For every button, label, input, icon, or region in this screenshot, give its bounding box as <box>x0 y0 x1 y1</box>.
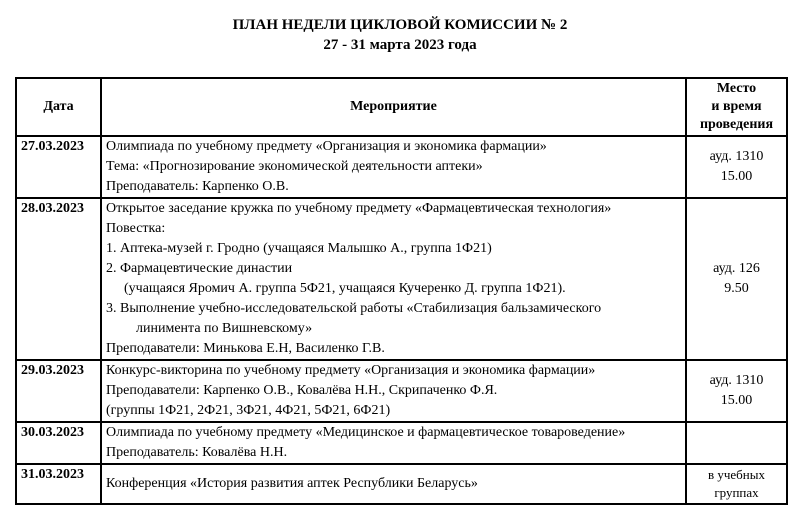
row-place <box>686 360 787 422</box>
event-line: Преподаватель: Карпенко О.В. <box>106 179 289 194</box>
place-time: группах <box>714 485 759 500</box>
document-title: ПЛАН НЕДЕЛИ ЦИКЛОВОЙ КОМИССИИ № 2 <box>232 17 568 33</box>
header-event: Мероприятие <box>101 78 686 136</box>
table-row <box>16 464 787 504</box>
event-line: Олимпиада по учебному предмету «Медицинское и фармацевтическое товароведение» <box>106 425 626 440</box>
header-place-line3: проведения <box>699 117 774 132</box>
event-line: Преподаватели: Минькова Е.Н, Василенко Г.В. <box>106 341 385 356</box>
event-line: 2. Фармацевтические династии <box>106 261 293 276</box>
event-line: Тема: «Прогнозирование экономической деятельности аптеки» <box>106 159 483 174</box>
document-dates: 27 - 31 марта 2023 года <box>323 37 477 53</box>
place-room: в учебных <box>707 467 765 482</box>
event-line: Олимпиада по учебному предмету «Организация и экономика фармации» <box>106 139 547 154</box>
event-line: Открытое заседание кружка по учебному предмету «Фармацевтическая технология» <box>106 201 612 216</box>
table-row <box>16 422 787 464</box>
place-time: 9.50 <box>724 281 749 296</box>
header-place-line1: Место <box>716 81 757 96</box>
table-header-row <box>16 78 787 136</box>
row-event <box>101 360 686 422</box>
row-place <box>686 198 787 360</box>
schedule-table <box>15 77 788 505</box>
header-date: Дата <box>16 78 101 136</box>
row-place <box>686 422 787 464</box>
row-date: 28.03.2023 <box>16 198 101 360</box>
table-row <box>16 360 787 422</box>
row-event <box>101 422 686 464</box>
event-line: Конкурс-викторина по учебному предмету «Организация и экономика фармации» <box>106 363 596 378</box>
header-place-line2: и время <box>711 99 762 114</box>
row-event <box>101 464 686 504</box>
event-line: (учащаяся Яромич А. группа 5Ф21, учащаяся Кучеренко Д. группа 1Ф21). <box>124 281 566 296</box>
event-line: (группы 1Ф21, 2Ф21, 3Ф21, 4Ф21, 5Ф21, 6Ф21) <box>106 403 391 418</box>
row-date: 27.03.2023 <box>16 136 101 198</box>
row-place <box>686 464 787 504</box>
row-event <box>101 136 686 198</box>
place-room: ауд. 1310 <box>709 373 764 388</box>
table-row <box>16 198 787 360</box>
event-line: Повестка: <box>106 221 166 236</box>
place-room: ауд. 126 <box>713 261 760 276</box>
row-date: 29.03.2023 <box>16 360 101 422</box>
event-line: Преподаватель: Ковалёва Н.Н. <box>106 445 288 460</box>
header-place <box>686 78 787 136</box>
event-line: 1. Аптека-музей г. Гродно (учащаяся Малышко А., группа 1Ф21) <box>106 241 492 256</box>
event-line: Конференция «История развития аптек Республики Беларусь» <box>106 476 478 491</box>
row-date: 31.03.2023 <box>16 464 101 504</box>
event-line: 3. Выполнение учебно-исследовательской работы «Стабилизация бальзамического <box>106 301 602 316</box>
place-time: 15.00 <box>720 169 753 184</box>
place-time: 15.00 <box>720 393 753 408</box>
event-line: Преподаватели: Карпенко О.В., Ковалёва Н.Н., Скрипаченко Ф.Я. <box>106 383 498 398</box>
row-date: 30.03.2023 <box>16 422 101 464</box>
table-row <box>16 136 787 198</box>
row-place <box>686 136 787 198</box>
row-event <box>101 198 686 360</box>
place-room: ауд. 1310 <box>709 149 764 164</box>
event-line: линимента по Вишневскому» <box>136 321 313 336</box>
